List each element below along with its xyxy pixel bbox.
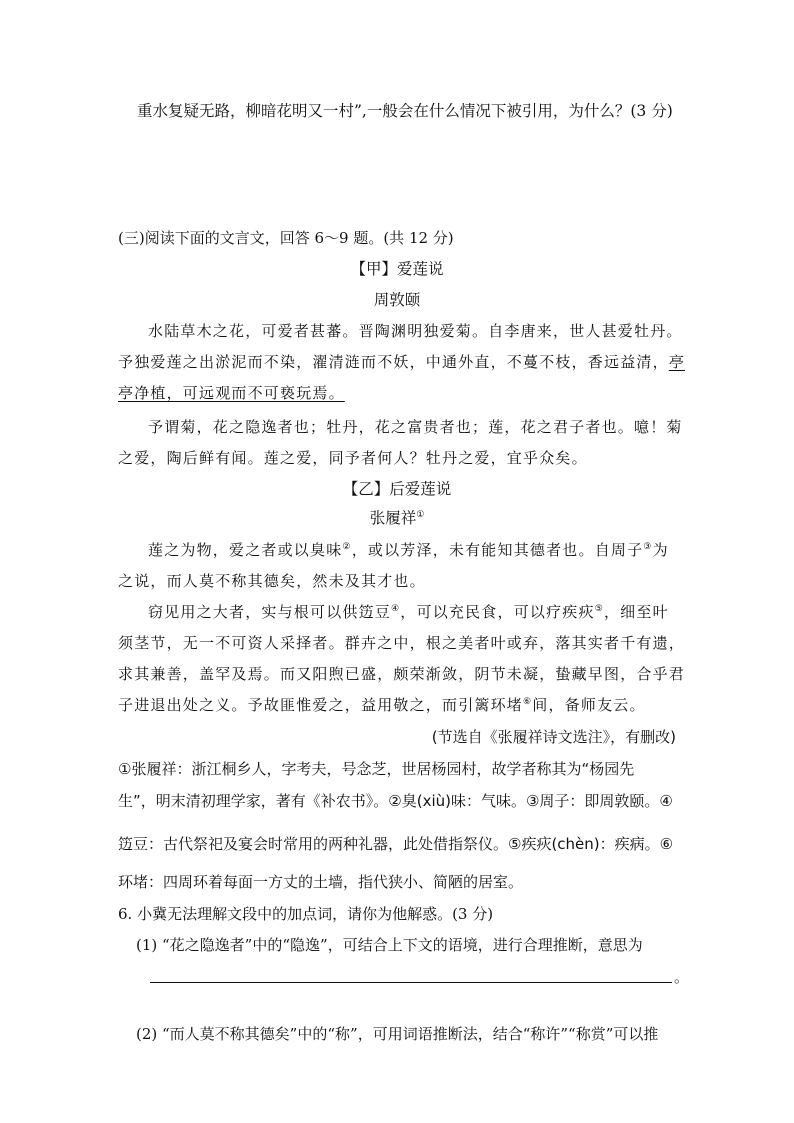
annotation-line-2: 生”，明末清初理学家，著有《补农书》。②臭(xiù)味：气味。③周子：即周敦颐。④ bbox=[118, 792, 673, 810]
jia-para2-line1: 予谓菊，花之隐逸者也；牡丹，花之富贵者也；莲，花之君子者也。噫！菊 bbox=[148, 418, 683, 436]
yi-para1-line1: 莲之为物，爱之者或以臭味②，或以芳泽，未有能知其德者也。自周子③为 bbox=[148, 541, 669, 559]
yi-para2-line2: 须茎节，无一不可资人采择者。群卉之中，根之美者叶或弃，落其实者千有遗， bbox=[118, 634, 686, 652]
answer-blank-line[interactable] bbox=[150, 982, 672, 983]
question-6-sub2: (2) “而人莫不称其德矣”中的“称”，可用词语推断法，结合“称许”“称赏”可以推 bbox=[136, 1025, 659, 1043]
footnote-marker-6: ⑥ bbox=[523, 697, 533, 707]
previous-question-text: 重水复疑无路，柳暗花明又一村”,一般会在什么情况下被引用，为什么？(3 分) bbox=[137, 102, 673, 120]
passage-jia-author: 周敦颐 bbox=[373, 291, 421, 309]
jia-underlined-phrase-start: 亭 bbox=[668, 353, 686, 371]
passage-jia-title: 【甲】爱莲说 bbox=[350, 260, 444, 278]
jia-para1-line2 bbox=[118, 352, 685, 372]
yi-para2-line4: 子进退出处之义。予故匪惟爱之，益用敬之，而引篱环堵⑥间，备师友云。 bbox=[118, 696, 646, 714]
jia-para1-line1: 水陆草木之花，可爱者甚蕃。晋陶渊明独爱菊。自李唐来，世人甚爱牡丹。 bbox=[148, 322, 683, 340]
question-6-sub1: (1) “花之隐逸者”中的“隐逸”，可结合上下文的语境，进行合理推断，意思为 bbox=[136, 936, 643, 954]
passage-yi-author bbox=[0, 508, 794, 528]
footnote-marker-5: ⑤ bbox=[594, 604, 604, 614]
yi-para2-line1: 窃见用之大者，实与根可以供笾豆④，可以充民食，可以疗疾疢⑤，细至叶 bbox=[148, 603, 669, 621]
annotation-line-4: 环堵：四周环着每面一方丈的土墙，指代狭小、简陋的居室。 bbox=[118, 873, 524, 891]
jia-underlined-phrase-end: 亭净植，可远观而不可亵玩焉。 bbox=[118, 384, 345, 402]
footnote-marker-3: ③ bbox=[643, 542, 653, 552]
jia-para1-line2-text: 予独爱莲之出淤泥而不染，濯清涟而不妖，中通外直，不蔓不枝，香远益清， bbox=[118, 353, 669, 371]
footnote-marker-2: ② bbox=[342, 542, 352, 552]
passage-source: (节选自《张履祥诗文选注》，有删改) bbox=[431, 728, 676, 746]
question-6-stem: 6. 小冀无法理解文段中的加点词，请你为他解惑。(3 分) bbox=[118, 905, 494, 923]
section-three-intro: (三)阅读下面的文言文，回答 6～9 题。(共 12 分) bbox=[118, 229, 454, 247]
sub1-period: 。 bbox=[674, 968, 690, 986]
yi-para1-line2: 之说，而人莫不称其德矣，然未及其才也。 bbox=[118, 572, 426, 590]
footnote-marker-1: ① bbox=[416, 509, 425, 520]
jia-para2-line2: 之爱，陶后鲜有闻。莲之爱，同予者何人？牡丹之爱，宜乎众矣。 bbox=[118, 449, 588, 467]
annotation-line-3: 笾豆：古代祭祀及宴会时常用的两种礼器，此处借指祭仪。⑤疾疢(chèn)：疾病。⑥ bbox=[118, 835, 674, 853]
passage-yi-title: 【乙】后爱莲说 bbox=[342, 480, 452, 498]
annotation-line-1: ①张履祥：浙江桐乡人，字考夫，号念芝，世居杨园村，故学者称其为“杨园先 bbox=[118, 760, 635, 778]
yi-author-name: 张履祥 bbox=[369, 509, 417, 527]
yi-para2-line3: 求其兼善，盖罕及焉。而又阳煦已盛，颇荣渐敛，阴节未凝，蛰藏早图，合乎君 bbox=[118, 665, 686, 683]
footnote-marker-4: ④ bbox=[391, 604, 401, 614]
